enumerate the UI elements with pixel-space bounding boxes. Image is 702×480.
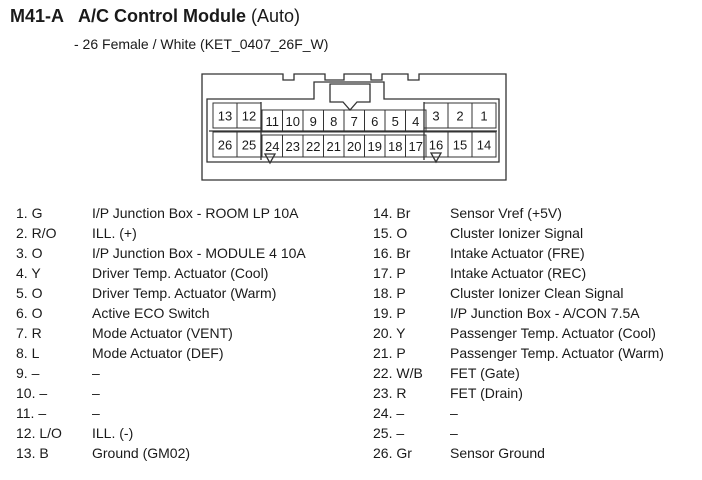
- pin-number-label: 7: [350, 114, 358, 129]
- pin-number-label: 4: [412, 114, 420, 129]
- pin-number-label: 24: [265, 139, 280, 154]
- module-mode: (Auto): [251, 6, 301, 26]
- pin-description: Sensor Ground: [450, 445, 545, 461]
- pin-number-label: 3: [432, 108, 440, 124]
- pin-number-label: 18: [388, 139, 403, 154]
- pin-number-color: 16. Br: [373, 245, 411, 261]
- pin-number-color: 15. O: [373, 225, 408, 241]
- pin-description: Ground (GM02): [92, 445, 191, 461]
- connector-latch: [330, 84, 370, 110]
- module-code: M41-A: [10, 6, 65, 26]
- pin-row: [373, 403, 664, 423]
- pin-number-color: 14. Br: [373, 205, 411, 221]
- pin-row: [373, 383, 664, 403]
- pin-number-label: 2: [456, 108, 464, 124]
- pin-number-label: 17: [408, 139, 423, 154]
- pin-row: [373, 263, 664, 283]
- module-name: A/C Control Module: [78, 6, 246, 26]
- pin-number-label: 11: [265, 114, 279, 129]
- connector-spec: - 26 Female / White (KET_0407_26F_W): [74, 36, 329, 52]
- pin-number-label: 10: [285, 114, 300, 129]
- pin-row: [373, 283, 664, 303]
- pin-number-color: 7. R: [16, 325, 42, 341]
- pin-row: [16, 403, 306, 423]
- pin-number-color: 19. P: [373, 305, 406, 321]
- pin-number-color: 13. B: [16, 445, 49, 461]
- pin-description: I/P Junction Box - A/CON 7.5A: [450, 305, 640, 321]
- pin-row: [373, 423, 664, 443]
- pin-row: [16, 383, 306, 403]
- pin-number-color: 24. –: [373, 405, 405, 421]
- pin-row: [16, 203, 306, 223]
- pin-number-label: 16: [428, 137, 444, 153]
- pin-number-color: 20. Y: [373, 325, 406, 341]
- pin-number-color: 22. W/B: [373, 365, 423, 381]
- pin-number-label: 15: [452, 137, 468, 153]
- pin-description: –: [92, 365, 100, 381]
- pin-number-label: 25: [241, 137, 257, 153]
- pin-description: I/P Junction Box - MODULE 4 10A: [92, 245, 306, 261]
- pin-description: Intake Actuator (FRE): [450, 245, 585, 261]
- pin-description: ILL. (-): [92, 425, 134, 441]
- pin-row: [373, 323, 664, 343]
- pin-list-right: [373, 203, 664, 463]
- pin-description: Driver Temp. Actuator (Cool): [92, 265, 269, 281]
- pin-row: [16, 363, 306, 383]
- pin-number-color: 4. Y: [16, 265, 41, 281]
- pin-description: Mode Actuator (DEF): [92, 345, 224, 361]
- pin-description: I/P Junction Box - ROOM LP 10A: [92, 205, 299, 221]
- pin-description: Cluster Ionizer Signal: [450, 225, 584, 241]
- pin-description: –: [450, 405, 458, 421]
- pin-list-left: [16, 203, 306, 463]
- pin-description: –: [450, 425, 458, 441]
- pin-number-color: 1. G: [16, 205, 43, 221]
- pin-number-label: 22: [306, 139, 321, 154]
- pin-row: [373, 343, 664, 363]
- pin-number-color: 26. Gr: [373, 445, 412, 461]
- pin-number-color: 8. L: [16, 345, 40, 361]
- pin-number-label: 8: [330, 114, 338, 129]
- pin-number-color: 10. –: [16, 385, 48, 401]
- pin-row: [16, 283, 306, 303]
- pin-row: [16, 243, 306, 263]
- pin-number-label: 13: [217, 108, 233, 124]
- pin-number-label: 26: [217, 137, 233, 153]
- pin-description: –: [92, 405, 100, 421]
- pin-row: [373, 303, 664, 323]
- pin-number-color: 5. O: [16, 285, 43, 301]
- pin-row: [16, 263, 306, 283]
- pin-number-label: 5: [391, 114, 399, 129]
- pin-description: Intake Actuator (REC): [450, 265, 587, 281]
- pin-number-label: 19: [367, 139, 382, 154]
- pin-row: [373, 203, 664, 223]
- pin-description: Passenger Temp. Actuator (Cool): [450, 325, 656, 341]
- pin-description: FET (Gate): [450, 365, 520, 381]
- pin-description: Passenger Temp. Actuator (Warm): [450, 345, 664, 361]
- pin-number-label: 6: [371, 114, 379, 129]
- pin-description: Mode Actuator (VENT): [92, 325, 233, 341]
- pin-number-color: 25. –: [373, 425, 405, 441]
- pin-row: [16, 223, 306, 243]
- pin-number-color: 11. –: [16, 405, 47, 421]
- pin-description: ILL. (+): [92, 225, 137, 241]
- pin-row: [373, 223, 664, 243]
- pin-number-label: 21: [326, 139, 341, 154]
- pin-description: FET (Drain): [450, 385, 523, 401]
- pin-number-label: 12: [241, 108, 257, 124]
- pin-number-label: 1: [480, 108, 488, 124]
- pin-description: Cluster Ionizer Clean Signal: [450, 285, 624, 301]
- connector-diagram: [0, 0, 702, 200]
- pin-row: [373, 243, 664, 263]
- pin-number-color: 3. O: [16, 245, 43, 261]
- pin-number-color: 23. R: [373, 385, 407, 401]
- pin-number-label: 14: [476, 137, 492, 153]
- pin-number-color: 21. P: [373, 345, 406, 361]
- pin-description: Active ECO Switch: [92, 305, 210, 321]
- pin-row: [373, 443, 664, 463]
- pin-row: [16, 303, 306, 323]
- pin-row: [373, 363, 664, 383]
- pin-number-color: 2. R/O: [16, 225, 57, 241]
- pin-number-label: 20: [347, 139, 362, 154]
- pin-number-color: 18. P: [373, 285, 406, 301]
- pin-row: [16, 443, 306, 463]
- pin-row: [16, 423, 306, 443]
- pin-description: –: [92, 385, 100, 401]
- pin-description: Driver Temp. Actuator (Warm): [92, 285, 277, 301]
- pin-number-color: 17. P: [373, 265, 406, 281]
- pin-description: Sensor Vref (+5V): [450, 205, 562, 221]
- pin-number-label: 9: [309, 114, 317, 129]
- pin-number-color: 12. L/O: [16, 425, 62, 441]
- pin-number-color: 9. –: [16, 365, 40, 381]
- pin-row: [16, 323, 306, 343]
- pin-row: [16, 343, 306, 363]
- pin-number-label: 23: [285, 139, 300, 154]
- pin-number-color: 6. O: [16, 305, 43, 321]
